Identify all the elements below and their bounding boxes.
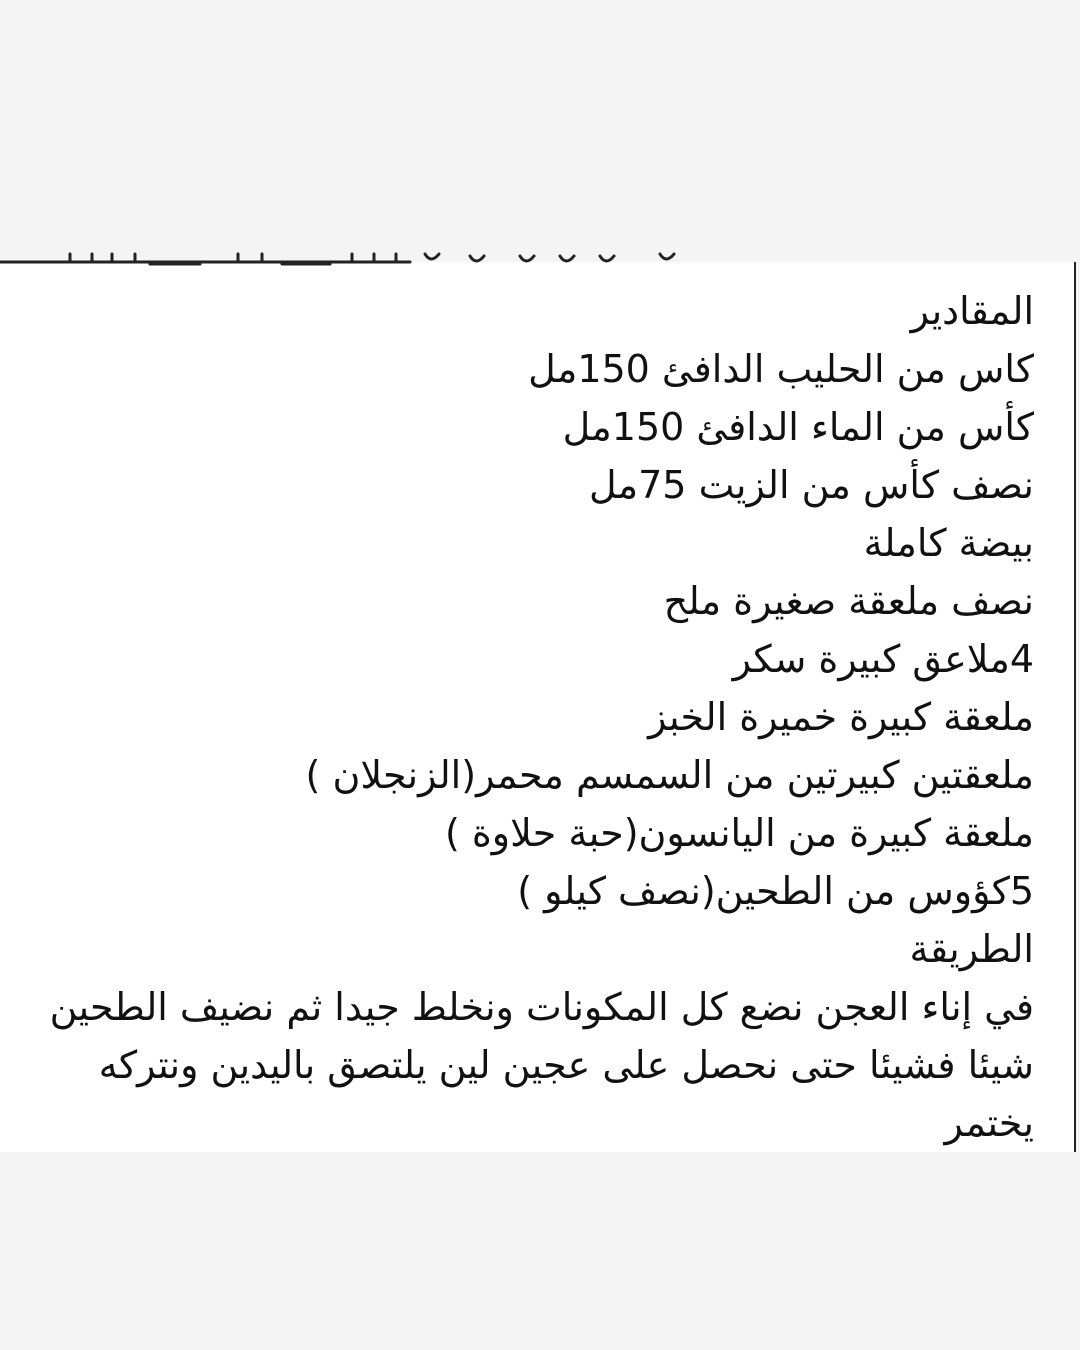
method-paragraph: في إناء العجن نضع كل المكونات ونخلط جيدا ثم نضيف الطحين شيئا فشيئا حتى نحصل على عجين لين يلتصق باليدين ونتركه يختمر — [49, 985, 1034, 1145]
ingredient-item: 5كؤوس من الطحين(نصف كيلو ) — [517, 869, 1034, 913]
ingredient-item: 4ملاعق كبيرة سكر — [732, 637, 1034, 681]
ingredient-item: ملعقتين كبيرتين من السمسم محمر(الزنجلان ) — [305, 753, 1034, 797]
ingredient-item: كأس من الماء الدافئ 150مل — [562, 405, 1034, 449]
ingredient-item: نصف كأس من الزيت 75مل — [588, 463, 1034, 507]
ingredient-item: ملعقة كبيرة خميرة الخبز — [648, 695, 1034, 739]
ingredient-item: كاس من الحليب الدافئ 150مل — [528, 347, 1034, 391]
ingredient-item: نصف ملعقة صغيرة ملح — [663, 579, 1034, 623]
ingredient-item: بيضة كاملة — [863, 521, 1034, 565]
ingredients-heading: المقادير — [910, 289, 1034, 333]
cropped-text-fragment — [0, 246, 700, 270]
method-heading: الطريقة — [909, 927, 1034, 971]
ingredient-item: ملعقة كبيرة من اليانسون(حبة حلاوة ) — [444, 811, 1034, 855]
recipe-text — [34, 282, 1034, 1152]
